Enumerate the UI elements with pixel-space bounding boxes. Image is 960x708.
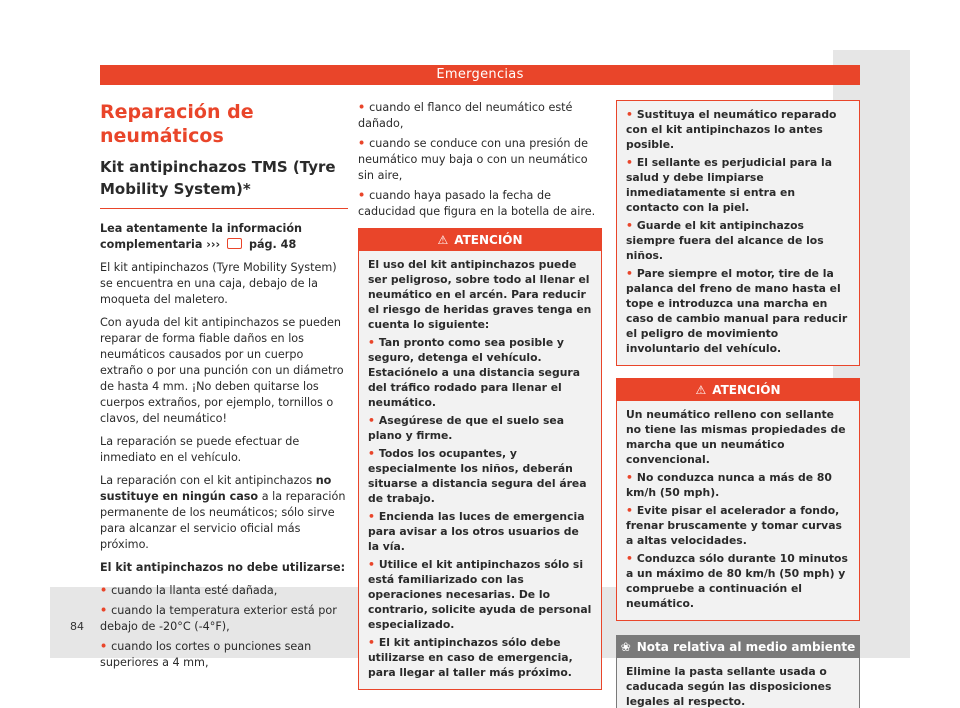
column-right [616,100,860,708]
bullet-icon: • [358,137,366,150]
list-item-text: Asegúrese de que el suelo sea plano y firme. [368,414,565,442]
list-item [626,107,850,152]
bullet-icon: • [100,604,108,617]
emphasis: no sustituye en ningún caso [100,474,332,503]
list-item [358,136,602,184]
bullet-icon: • [368,510,375,523]
list-item [626,470,850,500]
list-item-text: Sustituya el neumático reparado con el kit antipinchazos lo antes posible. [626,108,837,151]
paragraph-3: La reparación se puede efectuar de inmediato en el vehículo. [100,435,300,464]
bullet-icon: • [626,471,633,484]
warning-body [617,401,859,620]
warning-triangle-icon: ⚠ [437,233,449,247]
bullet-icon: • [358,101,366,114]
text: a la reparación permanente de los neumáticos; sólo sirve para alcanzar el servicio oficial más próximo. [100,490,346,551]
list-item [368,335,592,410]
environment-header [617,636,859,658]
list-item [626,218,850,263]
book-icon [227,238,242,249]
list-item [626,503,850,548]
subsection-title: Kit antipinchazos TMS (Tyre Mobility System)* [100,156,348,209]
list-item [626,551,850,611]
list-item-text: cuando los cortes o punciones sean superiores a 4 mm, [100,640,312,669]
list-item [368,413,592,443]
intro-reference [100,221,348,253]
list-item-text: cuando la llanta esté dañada, [111,584,278,597]
text: La reparación con el kit antipinchazos [100,474,313,487]
list-item [368,557,592,632]
warning-intro: Un neumático relleno con sellante no tiene las mismas propiedades de marcha que un neumático convencional. [626,408,846,466]
list-item-text: El sellante es perjudicial para la salud y debe limpiarse inmediatamente si entra en contacto con la piel. [626,156,833,214]
list-heading: El kit antipinchazos no debe utilizarse: [100,561,346,574]
bullet-icon: • [626,219,633,232]
list-item-text: cuando la temperatura exterior está por debajo de -20°C (-4°F), [100,604,337,633]
bullet-icon: • [368,558,375,571]
bullet-icon: • [626,267,633,280]
list-item [100,603,348,635]
bullet-icon: • [626,156,633,169]
environment-text: Elimine la pasta sellante usada o caducada según las disposiciones legales al respecto. [626,665,832,708]
warning-box [616,378,860,621]
list-item-text: Evite pisar el acelerador a fondo, frenar bruscamente y tomar curvas a altas velocidades. [626,504,842,547]
list-item [626,155,850,215]
paragraph-1: El kit antipinchazos (Tyre Mobility System) se encuentra en una caja, debajo de la moqueta del maletero. [100,261,337,306]
bullet-icon: • [368,636,375,649]
list-item-text: cuando haya pasado la fecha de caducidad que figura en la botella de aire. [358,189,596,218]
leaf-icon: ❀ [620,640,631,654]
page-number: 84 [70,620,84,633]
list-item-text: Tan pronto como sea posible y seguro, detenga el vehículo. Estaciónelo a una distancia segura del tráfico rodado para llenar el neumático. [368,336,581,409]
list-item-text: cuando se conduce con una presión de neumático muy baja o con un neumático sin aire, [358,137,588,182]
column-left [100,100,348,675]
section-title: Reparación de neumáticos [100,101,254,147]
warning-title: ATENCIÓN [712,383,781,397]
environment-title: Nota relativa al medio ambiente [636,640,856,654]
intro-text: Lea atentamente la información complementaria ››› [100,222,303,251]
list-item [368,509,592,554]
warning-triangle-icon: ⚠ [695,383,707,397]
warning-header [617,379,859,401]
bullet-icon: • [368,414,375,427]
bullet-icon: • [626,552,633,565]
bullet-icon: • [368,447,375,460]
warning-box [358,228,602,690]
bullet-icon: • [358,189,366,202]
column-middle [358,100,602,690]
bullet-icon: • [100,584,108,597]
list-item-text: Encienda las luces de emergencia para avisar a los otros usuarios de la vía. [368,510,585,553]
environment-body [617,658,859,708]
chapter-header: Emergencias [100,65,860,85]
list-item [358,100,602,132]
warning-title: ATENCIÓN [454,233,523,247]
bullet-icon: • [626,504,633,517]
list-item-text: Guarde el kit antipinchazos siempre fuera del alcance de los niños. [626,219,824,262]
list-item [368,635,592,680]
paragraph-4 [100,473,348,553]
list-item [626,266,850,356]
bullet-icon: • [626,108,633,121]
list-item-text: cuando el flanco del neumático esté dañado, [358,101,573,130]
list-item [100,583,348,599]
list-item-text: Conduzca sólo durante 10 minutos a un máximo de 80 km/h (50 mph) y compruebe a continuación el neumático. [626,552,848,610]
list-item-text: Pare siempre el motor, tire de la palanca del freno de mano hasta el tope e introduzca una marcha en caso de cambio manual para reducir el peligro de movimiento involuntario del vehículo. [626,267,848,355]
list-item [368,446,592,506]
paragraph-2: Con ayuda del kit antipinchazos se pueden reparar de forma fiable daños en los neumáticos causados por un cuerpo extraño o por una punción con un diámetro de hasta 4 mm. ¡No deben quitarse los cuerpos extraños, por ejemplo, tornillos o clavos, del neumático! [100,316,344,425]
list-item [100,639,348,671]
warning-intro: El uso del kit antipinchazos puede ser peligroso, sobre todo al llenar el neumático en el arcén. Para reducir el riesgo de heridas graves tenga en cuenta lo siguiente: [368,258,592,331]
environment-note-box [616,635,860,708]
page-reference-link[interactable]: pág. 48 [248,238,297,251]
list-item-text: Todos los ocupantes, y especialmente los niños, deberán situarse a distancia segura del área de trabajo. [368,447,587,505]
warning-body [617,101,859,365]
bullet-icon: • [100,640,108,653]
warning-body [359,251,601,689]
list-item-text: Utilice el kit antipinchazos sólo si está familiarizado con las operaciones necesarias. De lo contrario, solicite ayuda de personal especializado. [368,558,592,631]
list-item-text: El kit antipinchazos sólo debe utilizarse en caso de emergencia, para llegar al taller más próximo. [368,636,573,679]
warning-header [359,229,601,251]
bullet-icon: • [368,336,375,349]
list-item [358,188,602,220]
warning-box-continued [616,100,860,366]
list-item-text: No conduzca nunca a más de 80 km/h (50 mph). [626,471,832,499]
